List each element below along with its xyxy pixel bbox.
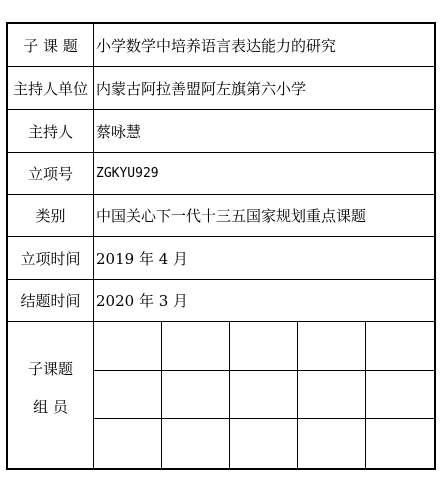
label-members [8, 322, 94, 468]
member-cell [94, 371, 162, 420]
label-start-date: 立项时间 [8, 237, 94, 279]
value-subtopic: 小学数学中培养语言表达能力的研究 [96, 36, 337, 55]
member-cell [366, 371, 434, 420]
label-host-unit: 主持人单位 [8, 67, 94, 109]
member-cell [230, 419, 298, 468]
project-info-form [6, 22, 436, 470]
row-end-date [8, 280, 434, 322]
value-host-unit: 内蒙古阿拉善盟阿左旗第六小学 [96, 79, 307, 98]
label-members-line2: 组 员 [33, 398, 68, 416]
row-host [8, 110, 434, 153]
member-cell [94, 322, 162, 371]
label-project-number: 立项号 [8, 153, 94, 194]
label-category: 类别 [8, 195, 94, 236]
member-cell [162, 322, 230, 371]
row-subtopic [8, 24, 434, 67]
row-start-date [8, 237, 434, 280]
value-end-date: 2020 年 3 月 [96, 292, 189, 310]
member-cell [230, 322, 298, 371]
label-members-line1: 子课题 [27, 360, 73, 378]
row-category [8, 195, 434, 237]
member-cell [162, 371, 230, 420]
row-host-unit [8, 67, 434, 110]
label-subtopic: 子 课 题 [8, 24, 94, 66]
member-cell [298, 371, 366, 420]
members-grid [94, 322, 434, 468]
member-cell [366, 419, 434, 468]
label-host: 主持人 [8, 110, 94, 152]
member-cell [162, 419, 230, 468]
value-category: 中国关心下一代十三五国家规划重点课题 [96, 207, 367, 225]
label-end-date: 结题时间 [8, 280, 94, 321]
member-cell [94, 419, 162, 468]
member-cell [230, 371, 298, 420]
row-project-number [8, 153, 434, 195]
member-cell [298, 322, 366, 371]
value-start-date: 2019 年 4 月 [96, 249, 189, 268]
member-cell [298, 419, 366, 468]
value-project-number: ZGKYU929 [96, 166, 159, 181]
value-host: 蔡咏慧 [96, 122, 142, 141]
member-cell [366, 322, 434, 371]
